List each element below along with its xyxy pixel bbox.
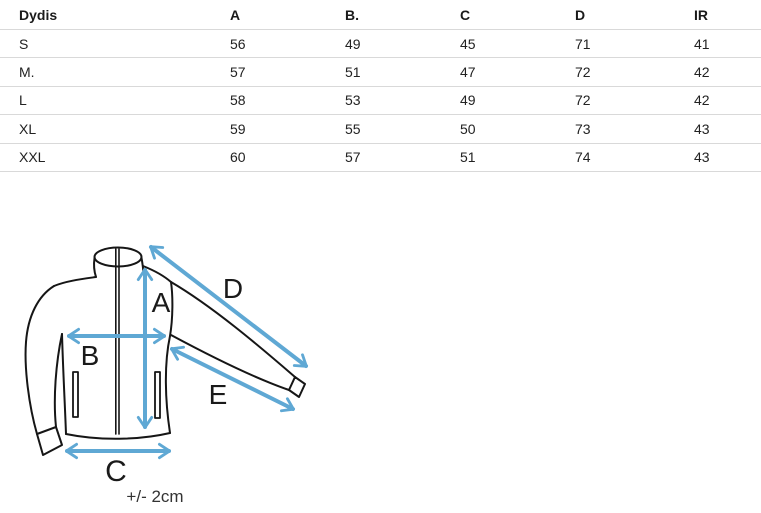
measurement-label-e: E	[208, 379, 228, 410]
value-cell-b: 55	[345, 115, 460, 143]
left-sleeve-outer-edge	[26, 286, 54, 434]
column-header-b: B.	[345, 0, 460, 30]
size-table	[0, 0, 761, 172]
column-header-d: D	[575, 0, 694, 30]
measurement-label-c: C	[105, 455, 127, 488]
column-header-a: A	[230, 0, 345, 30]
jacket-measurement-diagram	[0, 220, 420, 513]
value-cell-a: 60	[230, 143, 345, 171]
measurement-label-d: D	[222, 273, 244, 304]
right-sleeve-bottom-edge	[171, 335, 289, 390]
value-cell-a: 57	[230, 58, 345, 86]
size-name-cell: S	[0, 30, 230, 58]
value-cell-ir: 41	[694, 30, 761, 58]
value-cell-b: 53	[345, 86, 460, 114]
value-cell-b: 49	[345, 30, 460, 58]
jacket-outline	[26, 248, 305, 456]
body-left-edge	[62, 334, 66, 434]
value-cell-d: 72	[575, 86, 694, 114]
tolerance-note: +/- 2cm	[126, 487, 184, 506]
left-cuff	[37, 427, 62, 455]
value-cell-d: 73	[575, 115, 694, 143]
value-cell-c: 50	[460, 115, 575, 143]
column-header-dydis: Dydis	[0, 0, 230, 30]
right-pocket-slit	[155, 372, 160, 418]
value-cell-ir: 43	[694, 143, 761, 171]
zipper-line	[116, 249, 119, 434]
value-cell-a: 56	[230, 30, 345, 58]
value-cell-d: 74	[575, 143, 694, 171]
measurement-label-b: B	[80, 340, 100, 371]
right-shoulder-seam	[143, 266, 171, 282]
collar-rim	[95, 248, 142, 267]
value-cell-c: 51	[460, 143, 575, 171]
value-cell-ir: 42	[694, 86, 761, 114]
value-cell-c: 47	[460, 58, 575, 86]
value-cell-a: 58	[230, 86, 345, 114]
column-header-c: C	[460, 0, 575, 30]
measurement-label-a: A	[151, 287, 171, 318]
size-name-cell: M.	[0, 58, 230, 86]
value-cell-d: 71	[575, 30, 694, 58]
size-name-cell: XL	[0, 115, 230, 143]
size-name-cell: L	[0, 86, 230, 114]
measurement-arrows	[67, 247, 306, 451]
value-cell-d: 72	[575, 58, 694, 86]
size-table-header-row	[0, 0, 761, 30]
value-cell-c: 45	[460, 30, 575, 58]
value-cell-b: 57	[345, 143, 460, 171]
measurement-arrow-e	[172, 349, 293, 409]
value-cell-ir: 42	[694, 58, 761, 86]
column-header-ir: IR	[694, 0, 761, 30]
table-row-l	[0, 86, 761, 114]
value-cell-a: 59	[230, 115, 345, 143]
table-row-s	[0, 30, 761, 58]
body-hem	[66, 433, 170, 439]
left-pocket-slit	[73, 372, 78, 417]
left-shoulder-seam	[54, 277, 96, 286]
size-name-cell: XXL	[0, 143, 230, 171]
table-row-m	[0, 58, 761, 86]
table-row-xl	[0, 115, 761, 143]
value-cell-b: 51	[345, 58, 460, 86]
table-row-xxl	[0, 143, 761, 171]
value-cell-c: 49	[460, 86, 575, 114]
value-cell-ir: 43	[694, 115, 761, 143]
right-cuff	[289, 377, 305, 397]
left-sleeve-inner-edge	[55, 334, 62, 427]
